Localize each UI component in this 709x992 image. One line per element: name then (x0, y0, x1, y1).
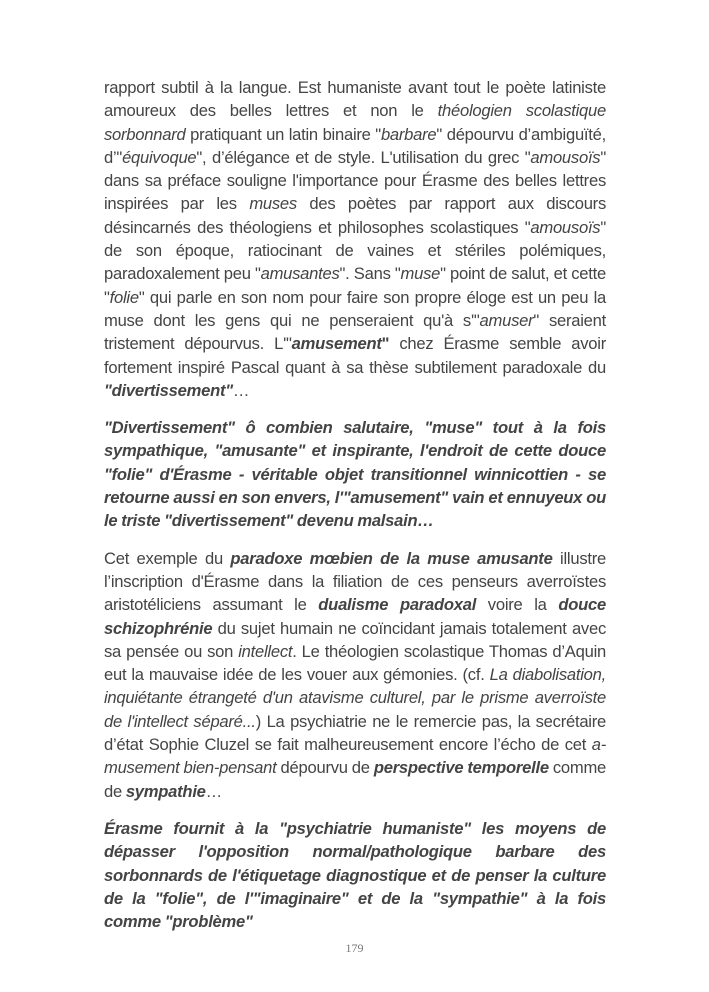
text-run: " qui parle en son nom pour faire son propre éloge est un peu la muse dont les gens qui ne penseraient qu'à s'" (104, 287, 606, 330)
text-run-italic: amusantes (260, 264, 340, 284)
text-run-italic: amousoïs (530, 217, 601, 237)
text-run-bold-italic: "divertissement" (104, 380, 233, 400)
text-run: comme de (104, 758, 607, 801)
text-run: voire la (476, 595, 559, 615)
text-run: . Le théologien scolastique Thomas d’Aquin eut la mauvaise idée de les vouer aux gémonies. (cf. (104, 641, 607, 685)
paragraph-2 (104, 547, 606, 803)
text-run-italic: muses (249, 194, 297, 214)
text-run: " seraient tristement dépourvus. L'" (104, 310, 606, 354)
text-run: rapport subtil à la langue. Est humaniste avant tout le poète latiniste amoureux des belles lettres et non le (104, 78, 606, 121)
text-run-bold-italic: douce schizophrénie (104, 595, 607, 638)
text-run-italic: muse (400, 264, 441, 284)
text-run: illustre l’inscription d'Érasme dans la filiation de ces penseurs averroïstes aristotéliciens assumant le (104, 548, 606, 615)
text-run-italic: équivoque (122, 147, 197, 167)
text-run-italic: barbare (380, 124, 437, 144)
text-run-bold-italic: sympathie (125, 781, 206, 801)
text-run: ". Sans " (339, 264, 401, 284)
text-run: Érasme fournit à la "psychiatrie humaniste" les moyens de dépasser l'opposition normal/pathologique barbare des sorbonnards de l'étiquetage diagnostique et de penser la culture de la "folie", de l'"imaginaire" et de la "sympathie" à la fois comme "problème" (104, 818, 606, 932)
text-run-italic: amousoïs (530, 147, 601, 167)
document-page (104, 76, 606, 947)
text-run: dépourvu de (276, 758, 374, 778)
text-run-bold-italic: paradoxe mœbien de la muse amusante (230, 548, 553, 568)
text-run: ", d’élégance et de style. L'utilisation du grec " (196, 147, 531, 167)
text-run: chez Érasme semble avoir fortement inspiré Pascal quant à sa thèse subtilement paradoxale du (104, 334, 606, 377)
text-run: des poètes par rapport aux discours désincarnés des théologiens et philosophes scolastiques " (104, 194, 607, 237)
text-run: … (205, 781, 222, 801)
text-run-italic: intellect (238, 641, 293, 661)
text-run-bold: " (381, 334, 390, 354)
text-run-italic: théologien scolastique sorbonnard (104, 101, 606, 144)
text-run-italic: folie (109, 287, 139, 307)
text-run: "Divertissement" ô combien salutaire, "muse" tout à la fois sympathique, "amusante" et inspirante, l'endroit de cette douce "folie" d'Érasme - véritable objet transitionnel winnicottien - se retourne aussi en son envers, l'"amusement" vain et ennuyeux ou le triste "divertissement" devenu malsain… (104, 418, 606, 531)
text-run: " dépourvu d’ambiguïté, d’" (104, 124, 606, 167)
text-run: du sujet humain ne coïncidant jamais totalement avec sa pensée ou son (104, 618, 606, 661)
text-run: " de son époque, ratiocinant de vaines et stériles polémiques, paradoxalement peu " (104, 217, 606, 284)
text-run: … (232, 380, 250, 400)
text-run-italic: amuser (479, 310, 534, 330)
text-run-bold-italic: dualisme paradoxal (318, 595, 477, 615)
text-run: pratiquant un latin binaire " (185, 124, 381, 144)
text-run: " dans sa préface souligne l'importance pour Érasme des belles lettres inspirées par les (104, 147, 606, 214)
text-run-bold-italic: amusement (291, 334, 382, 354)
quote-paragraph-2 (104, 817, 606, 933)
text-run: Cet exemple du (104, 548, 231, 568)
quote-paragraph-1 (104, 416, 606, 532)
text-run-italic: a-musement bien-pensant (104, 735, 606, 778)
text-run-italic: La diabolisation, inquiétante étrangeté d'un atavisme culturel, par le prisme averroïste de l'intellect séparé... (104, 665, 606, 731)
paragraph-1 (104, 76, 606, 402)
text-run: " point de salut, et cette " (104, 264, 606, 307)
text-run-bold-italic: perspective temporelle (373, 758, 549, 778)
text-run: ) La psychiatrie ne le remercie pas, la secrétaire d’état Sophie Cluzel se fait malheureusement encore l’écho de cet (104, 711, 606, 755)
page-number: 179 (345, 941, 364, 955)
